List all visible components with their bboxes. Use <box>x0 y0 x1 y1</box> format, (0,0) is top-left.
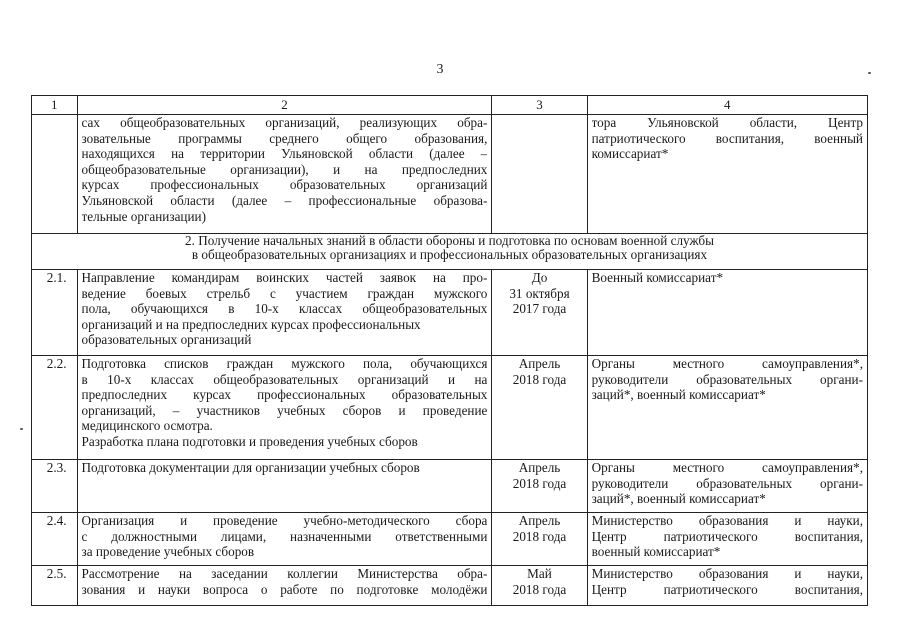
text-line: Министерство образования и науки, <box>591 513 863 528</box>
text-line: Рассмотрение на заседании коллегии Министерства обра- <box>81 566 488 581</box>
text-line: тора Ульяновской области, Центр <box>591 115 863 130</box>
table-row <box>32 270 868 356</box>
continuation-resp-cell <box>587 115 867 234</box>
text-line: курсах профессиональных образовательных организаций <box>81 177 488 193</box>
date-line: 2018 года <box>512 371 567 387</box>
text-line: зовательные программы среднего общего образования, <box>81 130 488 146</box>
date-line: 2018 года <box>512 475 567 491</box>
text-line: Министерство образования и науки, <box>591 566 863 581</box>
page-number: 3 <box>436 62 444 77</box>
date-line: Апрель <box>518 356 561 371</box>
continuation-row <box>32 115 868 234</box>
row-date <box>492 270 587 356</box>
text-line: Центр патриотического воспитания, <box>591 581 863 597</box>
header-col-4: 4 <box>587 96 867 115</box>
text-line: Военный комиссариат* <box>591 270 724 285</box>
scan-speck <box>868 72 871 74</box>
header-col-1: 1 <box>32 96 78 115</box>
row-date <box>492 460 587 513</box>
continuation-num-cell <box>32 115 78 234</box>
row-responsible <box>587 270 867 356</box>
row-responsible <box>587 460 867 513</box>
text-line: заций*, военный комиссариат* <box>591 491 766 507</box>
row-date <box>492 566 587 606</box>
row-text <box>77 566 492 606</box>
text-line: руководители образовательных органи- <box>591 475 863 491</box>
section-heading-line: в общеобразовательных организациях и профессиональных образовательных организациях <box>191 247 708 262</box>
date-line: 2017 года <box>512 301 567 317</box>
date-line: Май <box>527 566 552 581</box>
continuation-text-cell <box>77 115 492 234</box>
text-line: Органы местного самоуправления*, <box>591 460 863 475</box>
date-line: Апрель <box>518 460 561 475</box>
table-row <box>32 356 868 460</box>
text-line: зования и науки вопроса о работе по подготовке молодёжи <box>81 581 488 597</box>
text-line: заций*, военный комиссариат* <box>591 387 766 403</box>
text-line: Разработка плана подготовки и проведения учебных сборов <box>81 433 418 449</box>
text-line: общеобразовательные организации), и на предпоследних <box>81 161 488 177</box>
row-responsible <box>587 356 867 460</box>
header-col-3: 3 <box>492 96 587 115</box>
text-line: предпоследних курсах профессиональных образовательных <box>81 387 488 403</box>
text-line: организаций и на предпоследних курсах профессиональных <box>81 316 421 332</box>
text-line: медицинского осмотра. <box>81 418 213 434</box>
text-line: руководители образовательных органи- <box>591 371 863 387</box>
row-number: 2.2. <box>32 356 78 460</box>
table-row <box>32 513 868 566</box>
text-line: сах общеобразовательных организаций, реализующих обра- <box>81 115 488 130</box>
section-heading-row <box>32 234 868 270</box>
text-line: комиссариат* <box>591 146 669 162</box>
table-row <box>32 460 868 513</box>
text-line: Направление командирам воинских частей заявок на про- <box>81 270 488 285</box>
text-line: Органы местного самоуправления*, <box>591 356 863 371</box>
plan-table <box>31 95 868 606</box>
date-line: 31 октября <box>509 285 570 301</box>
text-line: в 10-х классах общеобразовательных организаций и на <box>81 371 488 387</box>
row-text <box>77 356 492 460</box>
text-line: за проведение учебных сборов <box>81 544 255 560</box>
text-line: Ульяновской области (далее – профессиональные образова- <box>81 192 488 208</box>
text-line: находящихся на территории Ульяновской области (далее – <box>81 146 488 162</box>
table-row <box>32 566 868 606</box>
text-line: Организация и проведение учебно-методического сбора <box>81 513 488 528</box>
row-responsible <box>587 513 867 566</box>
text-line: военный комиссариат* <box>591 544 721 560</box>
text-line: организаций, – участников учебных сборов и проведение <box>81 402 488 418</box>
row-date <box>492 356 587 460</box>
header-col-2: 2 <box>77 96 492 115</box>
row-number: 2.1. <box>32 270 78 356</box>
text-line: ведение боевых стрельб с участием граждан мужского <box>81 285 488 301</box>
text-line: патриотического воспитания, военный <box>591 130 863 146</box>
continuation-date-cell <box>492 115 587 234</box>
section-heading-line: 2. Получение начальных знаний в области обороны и подготовка по основам военной службы <box>185 233 714 248</box>
date-line: Апрель <box>518 513 561 528</box>
row-text <box>77 460 492 513</box>
text-line: образовательных организаций <box>81 332 252 348</box>
text-line: с должностными лицами, назначенными ответственными <box>81 528 488 544</box>
text-line: Подготовка списков граждан мужского пола, обучающихся <box>81 356 488 371</box>
row-number: 2.3. <box>32 460 78 513</box>
text-line: тельные организации) <box>81 208 206 224</box>
scan-speck <box>20 428 23 430</box>
row-number: 2.4. <box>32 513 78 566</box>
row-text <box>77 513 492 566</box>
row-number: 2.5. <box>32 566 78 606</box>
date-line: 2018 года <box>512 581 567 597</box>
date-line: До <box>531 270 548 285</box>
row-text <box>77 270 492 356</box>
text-line: Центр патриотического воспитания, <box>591 528 863 544</box>
row-date <box>492 513 587 566</box>
section-heading <box>32 234 868 270</box>
row-responsible <box>587 566 867 606</box>
table-header-row <box>32 96 868 115</box>
text-line: пола, обучающихся в 10-х классах общеобразовательных <box>81 301 488 317</box>
date-line: 2018 года <box>512 528 567 544</box>
text-line: Подготовка документации для организации учебных сборов <box>81 460 420 475</box>
